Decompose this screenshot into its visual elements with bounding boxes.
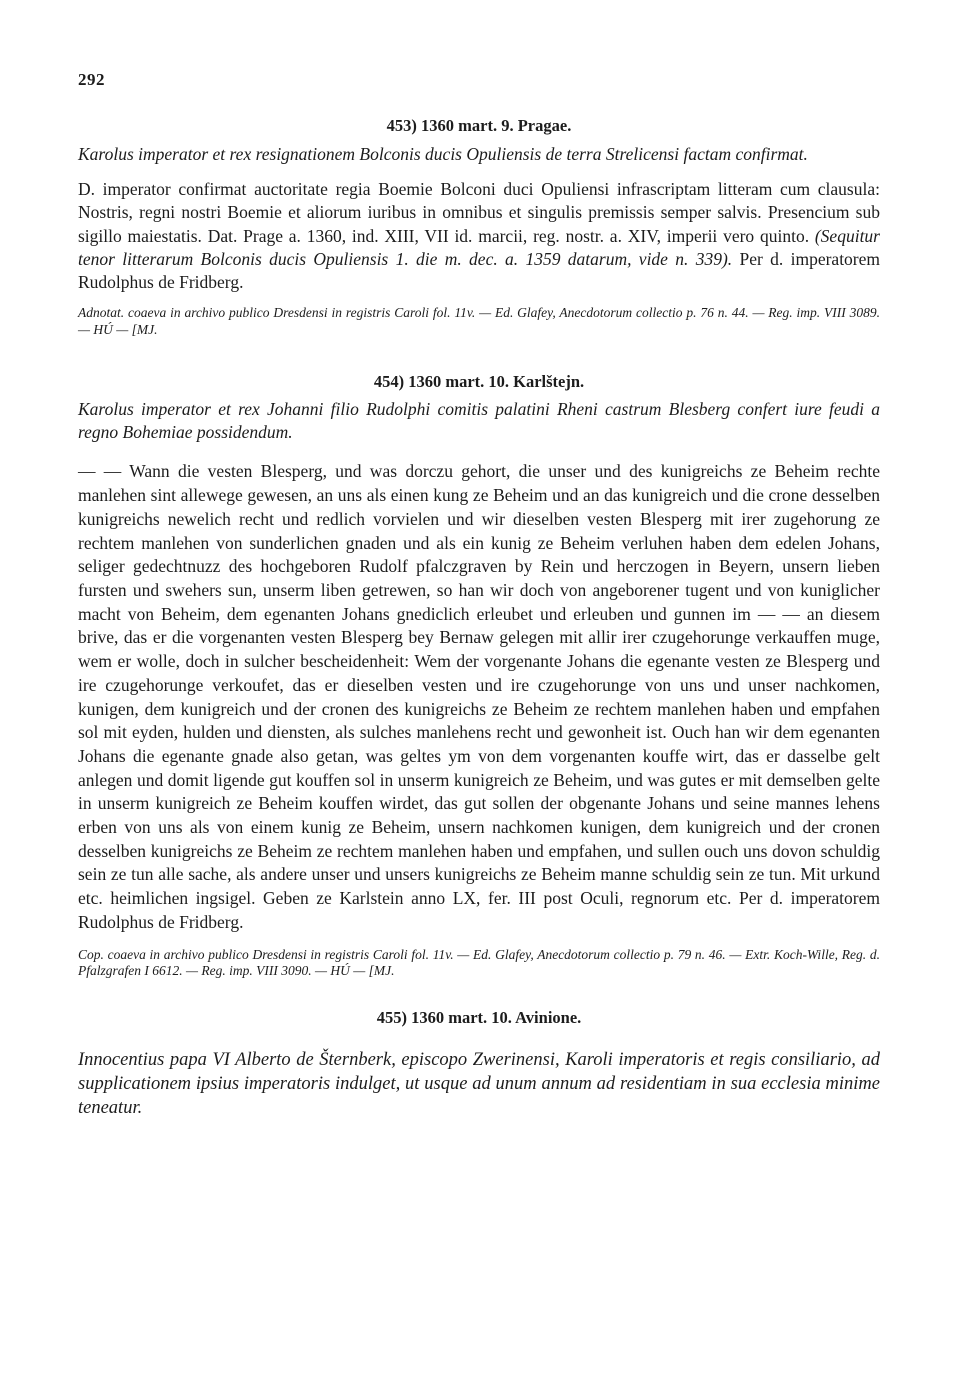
entry-body: — — Wann die vesten Blesperg, und was dorczu gehort, die unser und des kunigreichs ze Beheim rechte manlehen sint allewege gewesen, an uns als einen kung ze Beheim und an das kunigreich und die crone desselben kunigreichs newelich recht und redlich vorvielen und wir dieselben vesten Blesperg mit irer zugehorung ze rechtem manlehen von sunderlichen gnaden und als ein kunig ze Beheim verluhen haben dem edelen Johans, seliger gedechtnuzz des hochgeboren Rudolf pfalczgraven by Rein und herczogen in Beyern, unsern lieben fursten und swehers sun, unserm liben getrewen, so han wir doch von angeborener tugent und von kuniglicher macht von Beheim, dem egenanten Johans gnediclich erleubet und erleuben und gunnen im — — an diesem brive, das er die vorgenanten vesten Blesperg bey Bernaw gelegen mit allir irer czugehorunge verkauffen muge, wem er wolle, doch in sulcher bescheidenheit: Wem der vorgenante Johans die egenante vesten ze Blesperg und ire czugehorunge verkoufet, das er dieselben vesten und ire czugehorunge von uns und unser nachkomen, kunigen, dem kunigreich und der cronen des kunigreichs ze Beheim ze rechtem manlehen haben und empfahen sol mit eyden, hulden und diensten, als sulches manlehens recht und gewonheit ist. Ouch han wir dem egenanten Johans die egenante gnade also getan, was geltes ym von dem vorgenanten kouffe wirt, das er dasselbe gelt anlegen und domit ligende gut kouffen sol in unserm kunigreich ze Beheim, und was gutes er mit demselben gelte in unserm kunigreich ze Beheim kouffen wirdet, das gut sollen der obgenante Johans und seine mannes lehens erben von uns als von einem kunig ze Beheim, unsern nachkomen kunigen, dem kunigreich und der cronen desselben kunigreichs ze Beheim ze rechtem manlehen haben und empfahen, und sullen ouch uns dovon schuldig sein ze tun alle sache, als andere unser und unsers kunigreichs ze Beheim manne schuldig sein ze tun. Mit urkund etc. heimlichen ingsigel. Geben ze Karlstein anno LX, fer. III post Oculi, regnorum etc. Per d. imperatorem Rudolphus de Fridberg. (78, 461, 880, 932)
entry-regest: Karolus imperator et rex resignationem Bolconis ducis Opuliensis de terra Strelicensi factam confirmat. (78, 144, 808, 164)
entry-body-italic: (Sequitur tenor litterarum Bolconis ducis Opuliensis 1. die m. dec. a. 1359 datarum, vide n. 339). (78, 225, 880, 269)
entry-notes (78, 305, 880, 338)
entry-453 (78, 116, 880, 338)
entry-regest: Karolus imperator et rex Johanni filio Rudolphi comitis palatini Rheni castrum Blesberg confert iure feudi a regno Bohemiae possidendum. (78, 399, 880, 443)
entry-454 (78, 372, 880, 979)
entry-regest: Innocentius papa VI Alberto de Šternberk, episcopo Zwerinensi, Karoli imperatoris et regis consiliario, ad supplicationem ipsius imperatoris indulget, ut usque ad unum annum ad residentiam in sua ecclesia minime teneatur. (78, 1049, 880, 1118)
entry-455 (78, 1008, 880, 1120)
entry-body-text: D. imperator confirmat auctoritate regia Boemie Bolconi duci Opuliensi infrascriptam litteram cum clausula: Nostris, regni nostri Boemie et aliorum iuribus in omnibus et singulis premissis semper salvis. Presencium sub sigillo maiestatis. Dat. Prage a. 1360, ind. XIII, VII id. marcii, reg. nostr. a. XIV, imperii vero quinto. (78, 179, 880, 246)
entry-notes-text: Cop. coaeva in archivo publico Dresdensi in registris Caroli fol. 11v. — Ed. Glafey, Anecdotorum collectio p. 79 n. 46. — Extr. Koch-Wille, Reg. d. Pfalzgrafen I 6612. — Reg. imp. VIII 3090. — HÚ — [MJ. (78, 946, 880, 979)
entry-heading: 455) 1360 mart. 10. Avinione. (376, 1007, 582, 1027)
document-page (78, 70, 880, 1120)
entry-notes-text: Adnotat. coaeva in archivo publico Dresdensi in registris Caroli fol. 11v. — Ed. Glafey, Anecdotorum collectio p. 76 n. 44. — Reg. imp. VIII 3089. — HÚ — [MJ. (78, 305, 880, 337)
page-number: 292 (78, 70, 105, 89)
entry-body-tail: Per d. imperatorem Rudolphus de Fridberg. (78, 248, 881, 293)
entry-notes (78, 947, 880, 980)
entry-heading: 454) 1360 mart. 10. Karlštejn. (373, 372, 585, 392)
entry-body (78, 178, 880, 294)
entry-heading: 453) 1360 mart. 9. Pragae. (386, 116, 572, 135)
